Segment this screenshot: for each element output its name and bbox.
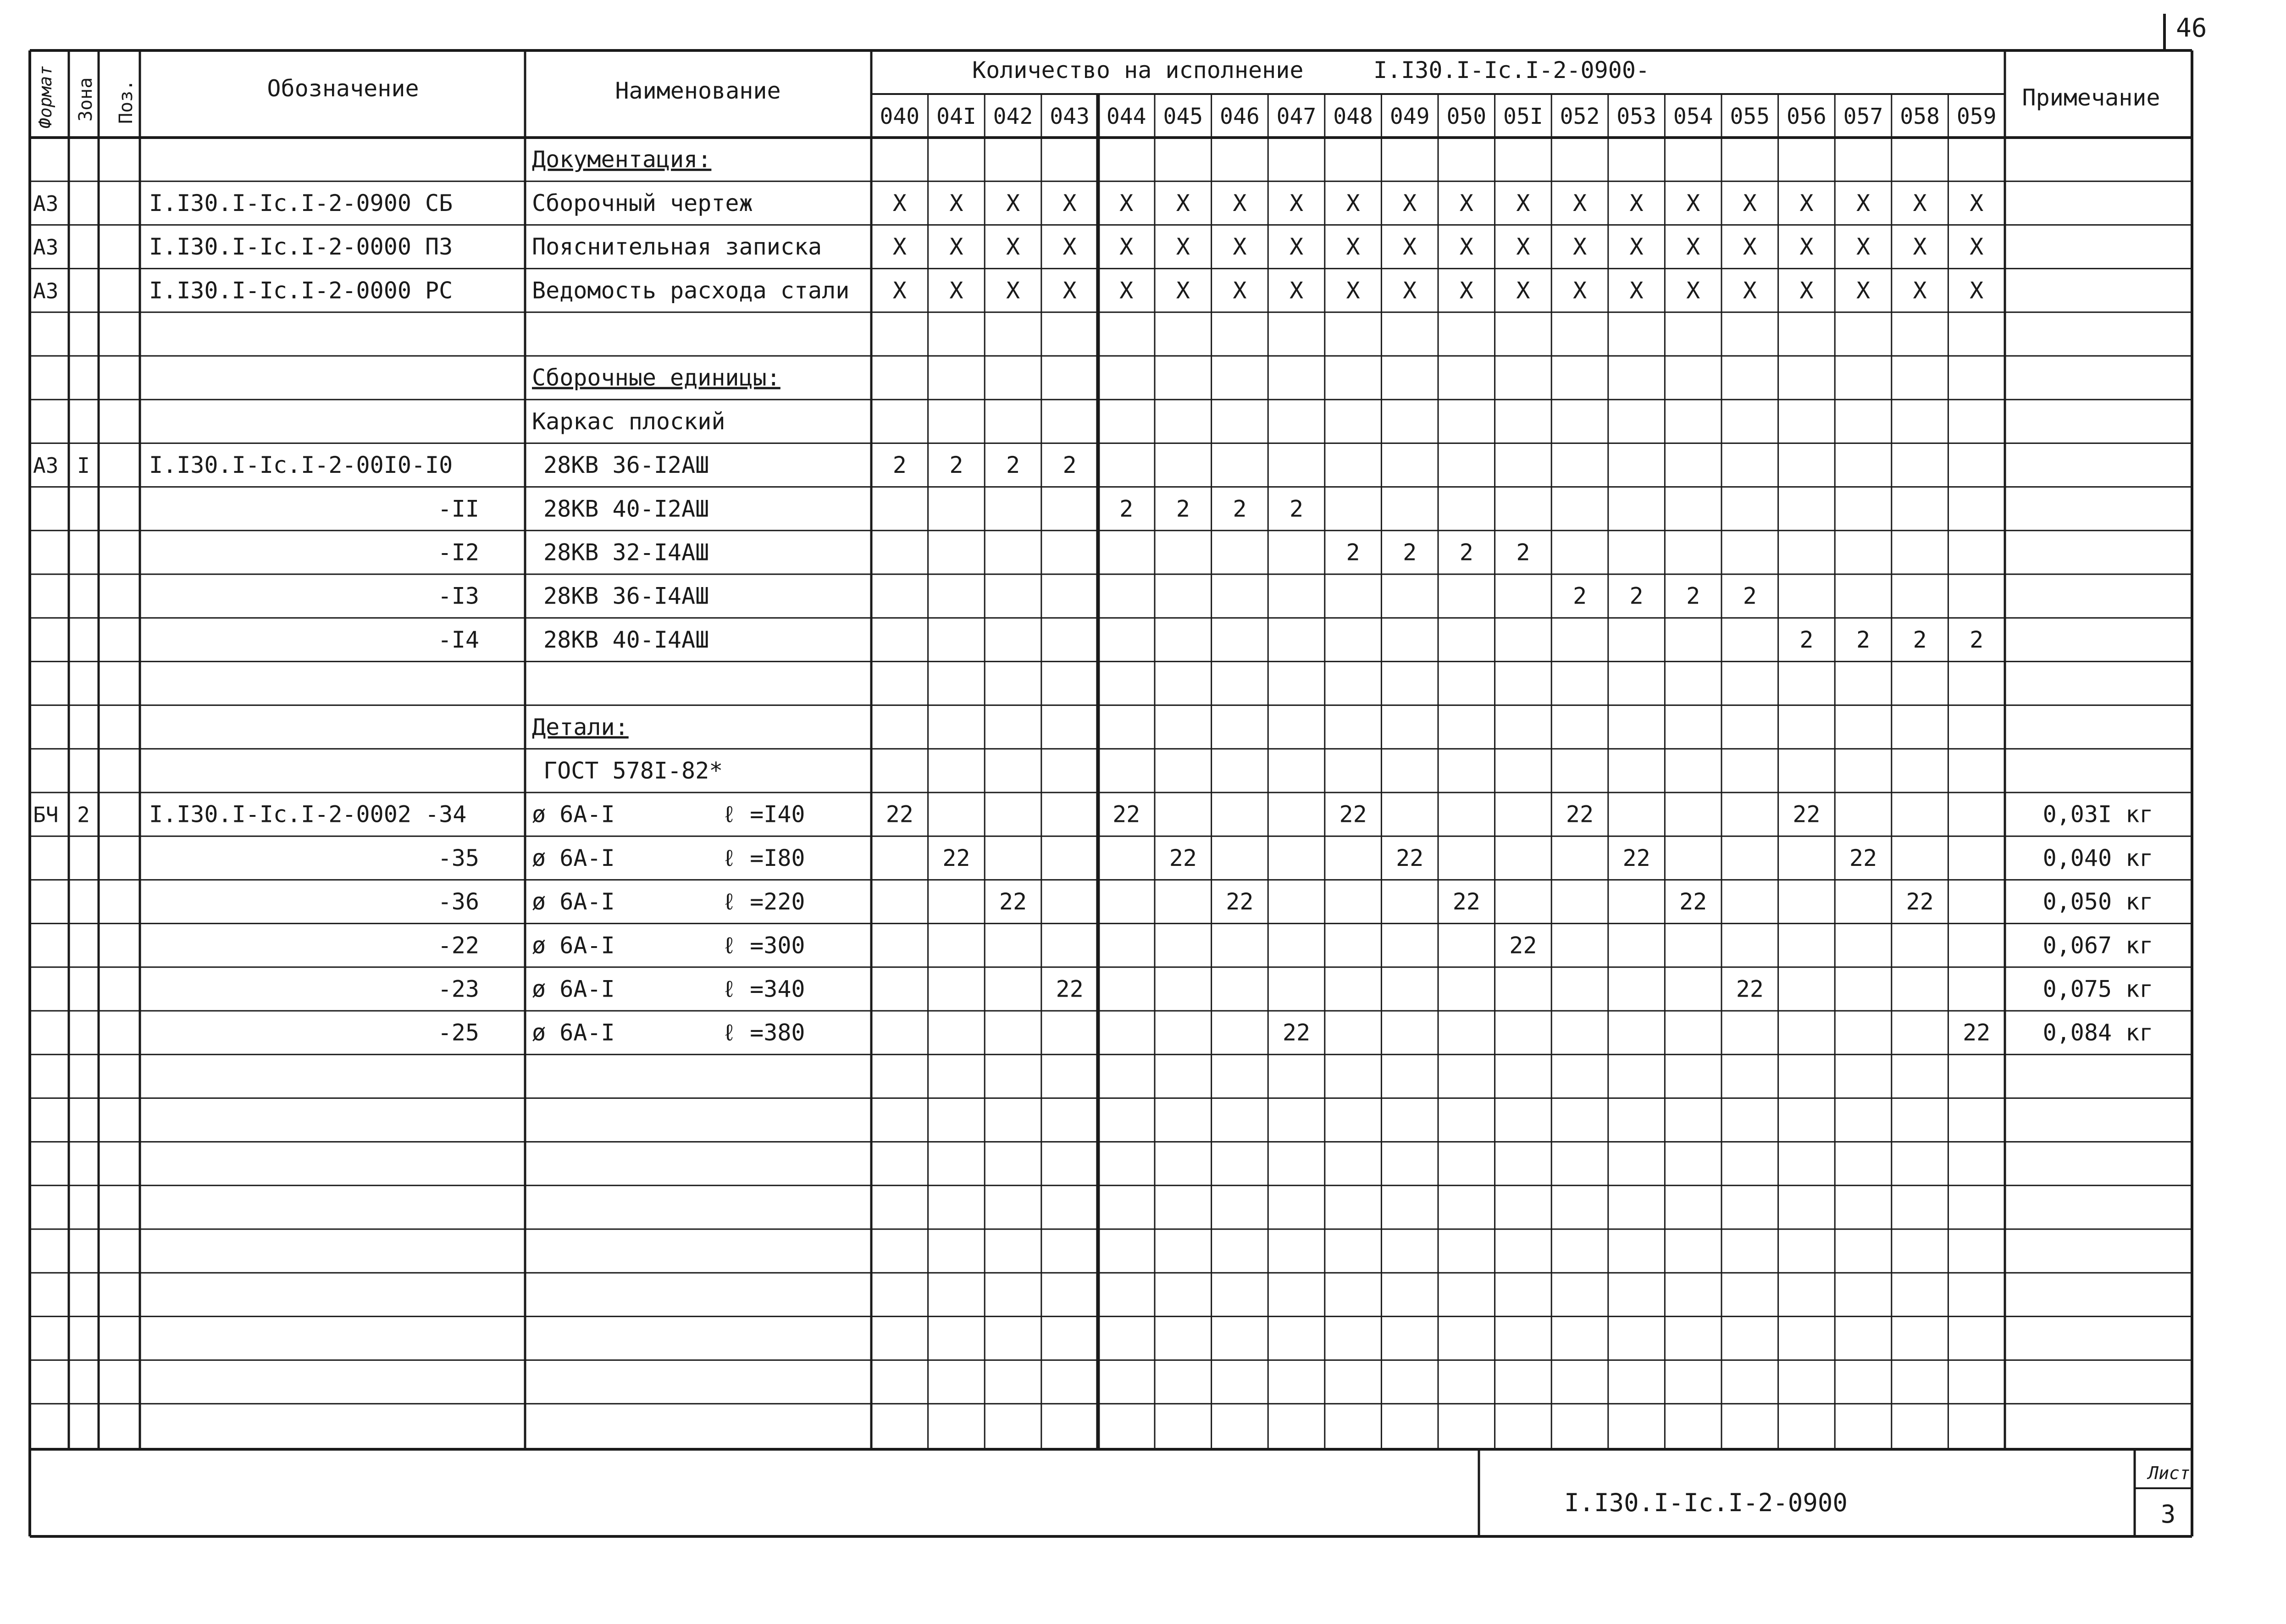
quantity-cell: X (1913, 189, 1927, 216)
quantity-cell: X (1063, 233, 1077, 261)
row-designation: I.I30.I-Ic.I-2-0000 ПЗ (149, 233, 453, 261)
quantity-cell: 2 (1572, 582, 1587, 610)
quantity-cell: X (1233, 189, 1247, 216)
header-note: Примечание (2022, 84, 2160, 111)
quantity-cell: X (1289, 189, 1304, 216)
row-name: Сборочные единицы: (532, 364, 780, 391)
variant-header: 048 (1333, 104, 1373, 129)
quantity-cell: X (892, 189, 907, 216)
quantity-cell: X (1856, 233, 1871, 261)
quantity-cell: 2 (1176, 495, 1190, 522)
row-format: А3 (33, 453, 59, 478)
variant-header: 056 (1787, 104, 1827, 129)
quantity-cell: 22 (1056, 976, 1084, 1003)
row-designation: -23 (437, 976, 479, 1003)
row-name: ГОСТ 578I-82* (543, 757, 723, 784)
quantity-cell: 22 (942, 844, 970, 871)
quantity-cell: X (1289, 277, 1304, 304)
row-format: БЧ (33, 802, 59, 827)
variant-header: 050 (1446, 104, 1487, 129)
row-designation: I.I30.I-Ic.I-2-0002 -34 (149, 801, 467, 828)
quantity-cell: X (1346, 233, 1360, 261)
title-block-sheet-number: 3 (2160, 1500, 2176, 1529)
quantity-cell: X (1856, 189, 1871, 216)
quantity-cell: X (1119, 189, 1134, 216)
variant-header: 054 (1673, 104, 1713, 129)
quantity-cell: 22 (1396, 844, 1424, 871)
row-designation: I.I30.I-Ic.I-2-00I0-I0 (149, 452, 453, 479)
header-designation: Обозначение (267, 75, 419, 102)
row-name: ø 6А-I (532, 932, 615, 959)
quantity-cell: X (1572, 233, 1587, 261)
quantity-cell: X (1176, 233, 1190, 261)
row-name: 28КВ 40-I4АШ (543, 626, 709, 653)
quantity-cell: 2 (1913, 626, 1927, 653)
variant-header: 045 (1163, 104, 1203, 129)
row-note: 0,084 кг (2042, 1019, 2153, 1046)
row-length: ℓ =220 (722, 888, 805, 915)
quantity-cell: 2 (1459, 539, 1473, 566)
variant-header: 052 (1560, 104, 1600, 129)
row-length: ℓ =I80 (722, 844, 805, 871)
quantity-cell: 2 (1233, 495, 1247, 522)
row-name: Каркас плоский (532, 408, 725, 435)
quantity-cell: 2 (1119, 495, 1134, 522)
row-designation: -25 (437, 1019, 479, 1046)
page-number: 46 (2176, 13, 2207, 43)
row-designation: I.I30.I-Ic.I-2-0900 СБ (149, 189, 453, 216)
quantity-cell: 22 (1169, 844, 1197, 871)
quantity-cell: X (1686, 233, 1700, 261)
quantity-cell: X (1063, 189, 1077, 216)
row-position: I (77, 453, 90, 478)
quantity-cell: 22 (1339, 801, 1367, 828)
quantity-cell: 2 (1516, 539, 1530, 566)
quantity-cell: X (1799, 277, 1814, 304)
variant-header: 047 (1276, 104, 1317, 129)
quantity-cell: 2 (1856, 626, 1871, 653)
quantity-cell: 2 (892, 452, 907, 479)
row-note: 0,050 кг (2042, 888, 2153, 915)
quantity-cell: 22 (1679, 888, 1707, 915)
quantity-cell: 22 (1226, 888, 1254, 915)
row-position: 2 (77, 802, 90, 827)
row-name: 28КВ 36-I4АШ (543, 582, 709, 610)
quantity-cell: X (1913, 277, 1927, 304)
quantity-cell: X (1686, 277, 1700, 304)
row-length: ℓ =I40 (722, 801, 805, 828)
quantity-cell: X (1629, 233, 1644, 261)
quantity-cell: 2 (1686, 582, 1700, 610)
quantity-cell: X (1629, 189, 1644, 216)
quantity-cell: X (1119, 233, 1134, 261)
variant-header: 04I (936, 104, 976, 129)
quantity-cell: X (1516, 189, 1530, 216)
row-name: 28КВ 40-I2АШ (543, 495, 709, 522)
variant-header: 043 (1050, 104, 1090, 129)
quantity-cell: X (1233, 233, 1247, 261)
quantity-cell: X (1346, 189, 1360, 216)
quantity-cell: X (1913, 233, 1927, 261)
row-format: А3 (33, 191, 59, 216)
variant-header: 05I (1503, 104, 1543, 129)
quantity-cell: X (1572, 189, 1587, 216)
quantity-cell: X (1006, 277, 1020, 304)
quantity-cell: X (1970, 233, 1984, 261)
quantity-cell: X (1516, 233, 1530, 261)
title-block-sheet-label: Лист (2148, 1463, 2190, 1483)
variant-header: 057 (1843, 104, 1883, 129)
quantity-cell: X (1176, 189, 1190, 216)
quantity-cell: X (1403, 233, 1417, 261)
quantity-cell: X (892, 277, 907, 304)
quantity-cell: 22 (1509, 932, 1537, 959)
row-name: Сборочный чертеж (532, 189, 753, 216)
row-name: ø 6А-I (532, 801, 615, 828)
quantity-cell: 22 (1566, 801, 1594, 828)
quantity-cell: X (1743, 277, 1757, 304)
row-designation: -I2 (437, 539, 479, 566)
row-note: 0,075 кг (2042, 976, 2153, 1003)
row-name: Детали: (532, 714, 629, 741)
variant-header: 059 (1956, 104, 1997, 129)
row-name: ø 6А-I (532, 888, 615, 915)
quantity-cell: 2 (1006, 452, 1020, 479)
quantity-cell: 22 (1963, 1019, 1991, 1046)
variant-header: 040 (880, 104, 920, 129)
row-length: ℓ =300 (722, 932, 805, 959)
variant-header: 053 (1616, 104, 1656, 129)
quantity-cell: X (1970, 189, 1984, 216)
row-length: ℓ =340 (722, 976, 805, 1003)
quantity-cell: 22 (1793, 801, 1821, 828)
quantity-cell: X (1799, 189, 1814, 216)
quantity-cell: 2 (1063, 452, 1077, 479)
quantity-cell: X (1346, 277, 1360, 304)
header-quantity-label: Количество на исполнение (972, 57, 1304, 83)
quantity-cell: 2 (949, 452, 963, 479)
row-designation: -I3 (437, 582, 479, 610)
row-name: 28КВ 32-I4АШ (543, 539, 709, 566)
quantity-cell: X (1686, 189, 1700, 216)
quantity-cell: X (1970, 277, 1984, 304)
row-name: Документация: (532, 146, 712, 173)
quantity-cell: 2 (1289, 495, 1304, 522)
quantity-cell: X (1176, 277, 1190, 304)
quantity-cell: X (1516, 277, 1530, 304)
quantity-cell: X (1743, 233, 1757, 261)
quantity-cell: 22 (999, 888, 1027, 915)
row-designation: -22 (437, 932, 479, 959)
quantity-cell: 2 (1403, 539, 1417, 566)
variant-header: 046 (1220, 104, 1260, 129)
quantity-cell: X (1459, 277, 1473, 304)
row-designation: I.I30.I-Ic.I-2-0000 РС (149, 277, 453, 304)
quantity-cell: X (1403, 189, 1417, 216)
header-zone: Зона (75, 77, 96, 122)
quantity-cell: 2 (1346, 539, 1360, 566)
quantity-cell: X (1403, 277, 1417, 304)
variant-header: 049 (1389, 104, 1430, 129)
quantity-cell: 22 (886, 801, 913, 828)
quantity-cell: X (1006, 189, 1020, 216)
variant-header: 055 (1730, 104, 1770, 129)
quantity-cell: 22 (1452, 888, 1480, 915)
quantity-cell: X (1233, 277, 1247, 304)
header-pos: Поз. (116, 79, 137, 124)
quantity-cell: 22 (1282, 1019, 1311, 1046)
quantity-cell: X (949, 189, 963, 216)
quantity-cell: 2 (1743, 582, 1757, 610)
variant-header: 042 (993, 104, 1033, 129)
header-quantity-code: I.I30.I-Ic.I-2-0900- (1373, 57, 1650, 83)
row-format: А3 (33, 235, 59, 260)
quantity-cell: X (1119, 277, 1134, 304)
row-name: Пояснительная записка (532, 233, 822, 261)
row-format: А3 (33, 278, 59, 304)
quantity-cell: X (892, 233, 907, 261)
quantity-cell: X (1063, 277, 1077, 304)
quantity-cell: X (1459, 189, 1473, 216)
row-note: 0,03I кг (2042, 801, 2153, 828)
variant-header: 044 (1106, 104, 1146, 129)
row-name: 28КВ 36-I2АШ (543, 452, 709, 479)
quantity-cell: X (949, 233, 963, 261)
row-name: Ведомость расхода стали (532, 277, 850, 304)
quantity-cell: X (1572, 277, 1587, 304)
quantity-cell: 22 (1906, 888, 1934, 915)
quantity-cell: X (949, 277, 963, 304)
row-note: 0,040 кг (2042, 844, 2153, 871)
title-block-code: I.I30.I-Ic.I-2-0900 (1564, 1488, 1848, 1517)
row-designation: -35 (437, 844, 479, 871)
quantity-cell: X (1743, 189, 1757, 216)
quantity-cell: 22 (1736, 976, 1764, 1003)
quantity-cell: 2 (1799, 626, 1814, 653)
quantity-cell: 22 (1849, 844, 1877, 871)
header-name: Наименование (615, 78, 781, 104)
quantity-cell: 22 (1622, 844, 1650, 871)
row-designation: -36 (437, 888, 479, 915)
quantity-cell: X (1006, 233, 1020, 261)
row-name: ø 6А-I (532, 976, 615, 1003)
row-length: ℓ =380 (722, 1019, 805, 1046)
quantity-cell: X (1856, 277, 1871, 304)
quantity-cell: 2 (1970, 626, 1984, 653)
quantity-cell: X (1799, 233, 1814, 261)
quantity-cell: X (1289, 233, 1304, 261)
row-designation: -I4 (437, 626, 479, 653)
quantity-cell: X (1459, 233, 1473, 261)
variant-header: 058 (1900, 104, 1940, 129)
quantity-cell: 22 (1113, 801, 1140, 828)
row-name: ø 6А-I (532, 1019, 615, 1046)
row-designation: -II (437, 495, 479, 522)
row-name: ø 6А-I (532, 844, 615, 871)
quantity-cell: X (1629, 277, 1644, 304)
header-format: Формат (35, 65, 55, 128)
quantity-cell: 2 (1629, 582, 1644, 610)
row-note: 0,067 кг (2042, 932, 2153, 959)
